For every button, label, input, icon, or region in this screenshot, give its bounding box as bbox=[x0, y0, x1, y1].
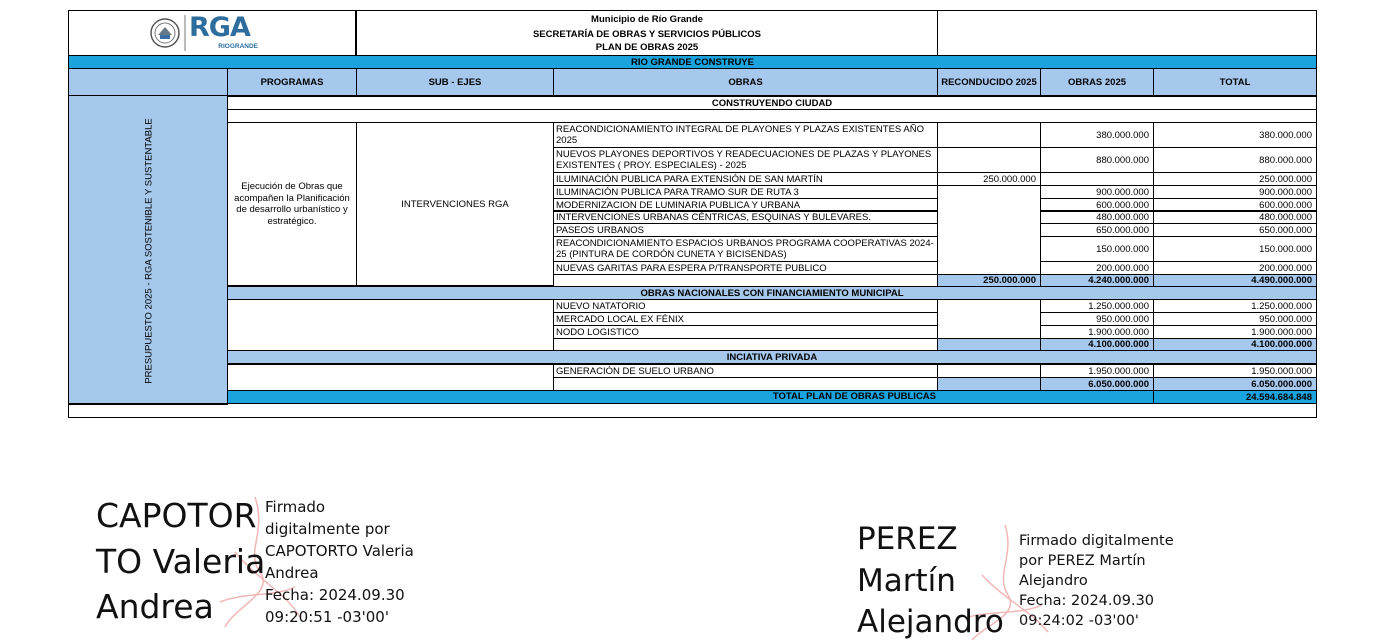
subtotal-3-blank bbox=[553, 377, 938, 391]
section-3-recon-blank bbox=[937, 364, 1041, 378]
obra-row-2: NUEVOS PLAYONES DEPORTIVOS Y READECUACIONES DE PLAZAS Y PLAYONES EXISTENTES ( PROY. ESPECIALES) - 2025 bbox=[553, 147, 938, 173]
subeje-cell: INTERVENCIONES RGA bbox=[356, 122, 554, 286]
obras2025-s2-row-2: 950.000.000 bbox=[1040, 312, 1154, 326]
recon-row-4 bbox=[937, 185, 1041, 275]
col-header-subejes: SUB - EJES bbox=[356, 68, 554, 96]
total-row-2: 880.000.000 bbox=[1153, 147, 1317, 173]
col-header-programas: PROGRAMAS bbox=[227, 68, 357, 96]
section-spacer bbox=[227, 109, 1317, 123]
total-row-3: 250.000.000 bbox=[1153, 172, 1317, 186]
obra-s2-row-3: NODO LOGISTICO bbox=[553, 325, 938, 339]
recon-row-1 bbox=[937, 122, 1041, 148]
total-row-1: 380.000.000 bbox=[1153, 122, 1317, 148]
obra-row-3: ILUMINACIÓN PUBLICA PARA EXTENSIÓN DE SAN MARTÍN bbox=[553, 172, 938, 186]
obra-row-6: INTERVENCIONES URBANAS CÉNTRICAS, ESQUINAS Y BULEVARES. bbox=[553, 210, 938, 224]
obras2025-s2-row-3: 1.900.000.000 bbox=[1040, 325, 1154, 339]
subtotal-3-obras: 6.050.000.000 bbox=[1040, 377, 1154, 391]
grand-total-label: TOTAL PLAN DE OBRAS PUBLICAS bbox=[772, 391, 936, 402]
subtotal-1-recon: 250.000.000 bbox=[937, 274, 1041, 287]
subtotal-1-obras: 4.240.000.000 bbox=[1040, 274, 1154, 287]
signer-name-line-2: Martín bbox=[857, 563, 956, 599]
obra-row-1: REACONDICIONAMIENTO INTEGRAL DE PLAYONES Y PLAZAS EXISTENTES AÑO 2025 bbox=[553, 122, 938, 148]
obra-row-4: ILUMINACIÓN PUBLICA PARA TRAMO SUR DE RUTA 3 bbox=[553, 185, 938, 199]
subtotal-1-total: 4.490.000.000 bbox=[1153, 274, 1317, 287]
signature-meta-2: digitalmente por bbox=[265, 520, 390, 538]
signature-meta-6: 09:20:51 -03'00' bbox=[265, 608, 389, 626]
obras2025-s2-row-1: 1.250.000.000 bbox=[1040, 299, 1154, 313]
side-label: PRESUPUESTO 2025 - RGA SOSTENIBLE Y SUSTENTABLE bbox=[143, 118, 155, 384]
obra-s2-row-2: MERCADO LOCAL EX FÉNIX bbox=[553, 312, 938, 326]
signer-name-line-1: CAPOTOR bbox=[96, 496, 257, 535]
signature-meta-3: Alejandro bbox=[1019, 573, 1088, 589]
rga-logo-text: RGA bbox=[189, 12, 250, 43]
obras2025-s3-row-1: 1.950.000.000 bbox=[1040, 364, 1154, 378]
col-header-total: TOTAL bbox=[1153, 68, 1317, 96]
obra-s2-row-1: NUEVO NATATORIO bbox=[553, 299, 938, 313]
total-s3-row-1: 1.950.000.000 bbox=[1153, 364, 1317, 378]
total-row-6: 480.000.000 bbox=[1153, 210, 1317, 224]
recon-row-3: 250.000.000 bbox=[937, 172, 1041, 186]
signature-meta-1: Firmado bbox=[265, 498, 326, 516]
section-2-left-blank bbox=[227, 299, 554, 351]
header-blank-left bbox=[68, 68, 228, 96]
col-header-obras: OBRAS bbox=[553, 68, 938, 96]
section-title-obras-nacionales: OBRAS NACIONALES CON FINANCIAMIENTO MUNICIPAL bbox=[227, 286, 1317, 300]
signer-name-line-3: Andrea bbox=[96, 587, 214, 626]
obra-row-9: NUEVAS GARITAS PARA ESPERA P/TRANSPORTE PUBLICO bbox=[553, 261, 938, 275]
header-line-2: SECRETARÍA DE OBRAS Y SERVICIOS PÚBLICOS bbox=[532, 29, 762, 40]
signer-name-line-2: TO Valeria bbox=[96, 542, 266, 581]
header-title-cell bbox=[356, 10, 938, 56]
obra-row-5: MODERNIZACION DE LUMINARIA PUBLICA Y URBANA bbox=[553, 198, 938, 212]
header-line-3: PLAN DE OBRAS 2025 bbox=[595, 42, 699, 53]
subtotal-2-total: 4.100.000.000 bbox=[1153, 338, 1317, 351]
grand-total-value: 24.594.684.848 bbox=[1153, 390, 1317, 404]
signer-name-line-1: PEREZ bbox=[857, 521, 958, 557]
total-row-5: 600.000.000 bbox=[1153, 198, 1317, 212]
obras2025-row-4: 900.000.000 bbox=[1040, 185, 1154, 199]
obras2025-row-3 bbox=[1040, 172, 1154, 186]
col-header-reconducido: RECONDUCIDO 2025 bbox=[937, 68, 1041, 96]
signature-meta-1: Firmado digitalmente bbox=[1019, 533, 1174, 549]
subtotal-3-recon bbox=[937, 377, 1041, 391]
obras2025-row-8: 150.000.000 bbox=[1040, 236, 1154, 262]
programa-cell: Ejecución de Obras que acompañen la Planificación de desarrollo urbanístico y estratégico. bbox=[227, 122, 357, 286]
obra-row-8: REACONDICIONAMIENTO ESPACIOS URBANOS PROGRAMA COOPERATIVAS 2024-25 (PINTURA DE CORDÓN CUNETA Y BICISENDAS) bbox=[553, 236, 938, 262]
signature-meta-2: por PEREZ Martín bbox=[1019, 553, 1146, 569]
total-row-9: 200.000.000 bbox=[1153, 261, 1317, 275]
rga-logo-subtext: RIOGRANDE bbox=[218, 43, 258, 50]
section-title-iniciativa-privada: INCIATIVA PRIVADA bbox=[227, 350, 1317, 364]
signature-meta-5: 09:24:02 -03'00' bbox=[1019, 613, 1139, 629]
col-header-obras-2025: OBRAS 2025 bbox=[1040, 68, 1154, 96]
total-row-8: 150.000.000 bbox=[1153, 236, 1317, 262]
total-s2-row-1: 1.250.000.000 bbox=[1153, 299, 1317, 313]
total-s2-row-3: 1.900.000.000 bbox=[1153, 325, 1317, 339]
header-blank-cell bbox=[937, 10, 1317, 56]
section-2-recon-blank bbox=[937, 299, 1041, 339]
banner-rio-grande-construye: RIO GRANDE CONSTRUYE bbox=[68, 55, 1317, 69]
total-row-7: 650.000.000 bbox=[1153, 223, 1317, 237]
signature-meta-4: Andrea bbox=[265, 564, 319, 582]
total-s2-row-2: 950.000.000 bbox=[1153, 312, 1317, 326]
rga-logo bbox=[189, 13, 264, 53]
obras2025-row-6: 480.000.000 bbox=[1040, 210, 1154, 224]
obras2025-row-2: 880.000.000 bbox=[1040, 147, 1154, 173]
obras2025-row-7: 650.000.000 bbox=[1040, 223, 1154, 237]
signature-meta-3: CAPOTORTO Valeria bbox=[265, 542, 414, 560]
recon-row-2 bbox=[937, 147, 1041, 173]
side-label-cell bbox=[68, 95, 228, 405]
subtotal-3-total: 6.050.000.000 bbox=[1153, 377, 1317, 391]
section-title-construyendo-ciudad: CONSTRUYENDO CIUDAD bbox=[227, 96, 1317, 110]
total-row-4: 900.000.000 bbox=[1153, 185, 1317, 199]
obras2025-row-1: 380.000.000 bbox=[1040, 122, 1154, 148]
obra-row-7: PASEOS URBANOS bbox=[553, 223, 938, 237]
signer-name-line-3: Alejandro bbox=[857, 604, 1004, 640]
signature-meta-4: Fecha: 2024.09.30 bbox=[1019, 593, 1155, 609]
subtotal-2-obras: 4.100.000.000 bbox=[1040, 338, 1154, 351]
municipal-seal-icon bbox=[149, 17, 181, 49]
obras2025-row-9: 200.000.000 bbox=[1040, 261, 1154, 275]
table-bottom-row bbox=[68, 403, 1317, 418]
section-3-left-blank bbox=[227, 364, 554, 392]
header-logo-cell bbox=[68, 10, 356, 56]
obras2025-row-5: 600.000.000 bbox=[1040, 198, 1154, 212]
signature-meta-5: Fecha: 2024.09.30 bbox=[265, 586, 405, 604]
obra-s3-row-1: GENERACIÓN DE SUELO URBANO bbox=[553, 364, 938, 378]
header-line-1: Municipio de Río Grande bbox=[591, 14, 703, 25]
